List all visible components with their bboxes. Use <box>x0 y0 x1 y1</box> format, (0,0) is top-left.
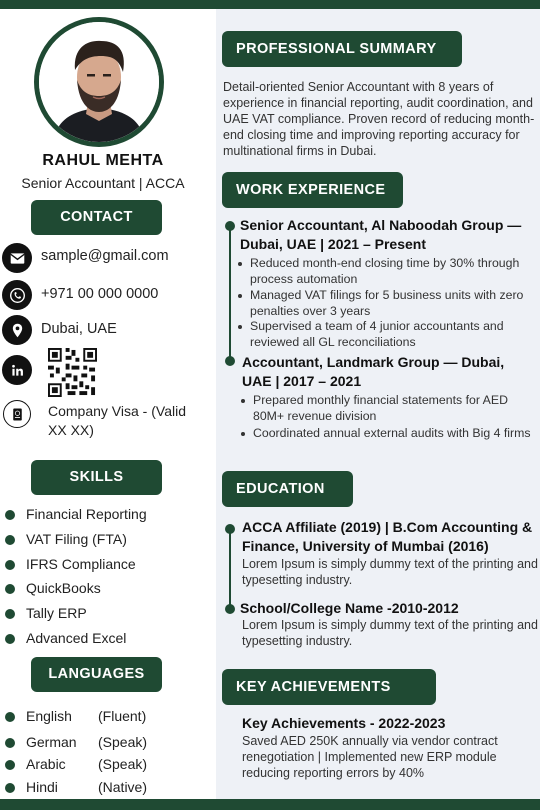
language-level: (Native) <box>98 779 148 795</box>
candidate-title: Senior Accountant | ACCA <box>21 175 185 191</box>
job-bullet: Reduced month-end closing time by 30% through process automation <box>250 256 520 286</box>
skill-item: Tally ERP <box>26 605 87 621</box>
timeline-dot <box>225 356 235 366</box>
skill-bullet <box>5 584 15 594</box>
skill-bullet <box>5 535 15 545</box>
visa-text-line-1: Company Visa - (Valid <box>48 403 186 419</box>
language-name: Arabic <box>26 756 66 772</box>
timeline-dot <box>225 524 235 534</box>
summary-text: Detail-oriented Senior Accountant with 8 years of experience in financial reporting, audit coordination, and UAE VAT compliance. Proven record of reducing month-end closing time and improving reporting accuracy for multinational firms in Dubai. <box>223 80 535 158</box>
language-name: Hindi <box>26 779 58 795</box>
skill-bullet <box>5 510 15 520</box>
visa-text-line-2: XX XX) <box>48 422 94 438</box>
languages-heading: LANGUAGES <box>31 657 162 692</box>
experience-timeline <box>229 223 231 363</box>
location-text: Dubai, UAE <box>41 321 117 337</box>
language-bullet <box>5 783 15 793</box>
contact-heading: CONTACT <box>31 200 162 235</box>
top-accent-bar <box>0 0 540 9</box>
skill-item: Advanced Excel <box>26 630 127 646</box>
skill-bullet <box>5 634 15 644</box>
avatar <box>34 17 164 147</box>
education-title: ACCA Affiliate (2019) | B.Com Accounting & Finance, University of Mumbai (2016) <box>242 519 533 554</box>
job-title: Senior Accountant, Al Naboodah Group — Dubai, UAE | 2021 – Present <box>240 217 522 252</box>
language-bullet <box>5 738 15 748</box>
job-bullet: Prepared monthly financial statements for AED 80M+ revenue division <box>253 393 533 424</box>
achievements-text: Saved AED 250K annually via vendor contract renegotiation | Implemented new ERP module reducing reporting errors by 40% <box>242 734 498 780</box>
education-title: School/College Name -2010-2012 <box>240 600 459 616</box>
language-level: (Speak) <box>98 756 148 772</box>
timeline-dot <box>225 604 235 614</box>
location-icon <box>2 315 32 345</box>
language-name: German <box>26 734 77 750</box>
language-bullet <box>5 712 15 722</box>
skill-item: IFRS Compliance <box>26 556 136 572</box>
linkedin-icon[interactable] <box>2 355 32 385</box>
timeline-dot <box>225 221 235 231</box>
job-bullet: Supervised a team of 4 junior accountants and reviewed all GL reconciliations <box>250 319 530 350</box>
language-bullet <box>5 760 15 770</box>
candidate-name: RAHUL MEHTA <box>42 152 164 169</box>
job-bullet: Managed VAT filings for 5 business units with zero penalties over 3 years <box>250 288 530 319</box>
achievements-title: Key Achievements - 2022-2023 <box>242 715 446 731</box>
email-icon <box>2 243 32 273</box>
education-text: Lorem Ipsum is simply dummy text of the printing and typesetting industry. <box>242 557 538 587</box>
skill-item: VAT Filing (FTA) <box>26 531 127 547</box>
job-bullet: Coordinated annual external audits with Big 4 firms <box>253 426 533 442</box>
job-title: Accountant, Landmark Group — Dubai, UAE | 2017 – 2021 <box>242 354 505 389</box>
skill-bullet <box>5 560 15 570</box>
education-heading: EDUCATION <box>222 471 353 507</box>
visa-icon <box>3 400 31 428</box>
skill-bullet <box>5 609 15 619</box>
education-timeline <box>229 528 231 610</box>
summary-heading: PROFESSIONAL SUMMARY <box>222 31 462 67</box>
experience-heading: WORK EXPERIENCE <box>222 172 403 208</box>
skill-item: Financial Reporting <box>26 506 147 522</box>
language-name: English <box>26 708 72 724</box>
language-level: (Speak) <box>98 734 148 750</box>
phone-text[interactable]: +971 00 000 0000 <box>41 286 159 302</box>
skill-item: QuickBooks <box>26 580 101 596</box>
language-level: (Fluent) <box>98 708 147 724</box>
education-text: Lorem Ipsum is simply dummy text of the printing and typesetting industry. <box>242 618 538 648</box>
qr-code-icon[interactable] <box>48 348 97 397</box>
skills-heading: SKILLS <box>31 460 162 495</box>
phone-icon <box>2 280 32 310</box>
achievements-heading: KEY ACHIEVEMENTS <box>222 669 436 705</box>
bottom-accent-bar <box>0 799 540 810</box>
email-text[interactable]: sample@gmail.com <box>41 248 169 264</box>
visa-text <box>48 402 186 440</box>
